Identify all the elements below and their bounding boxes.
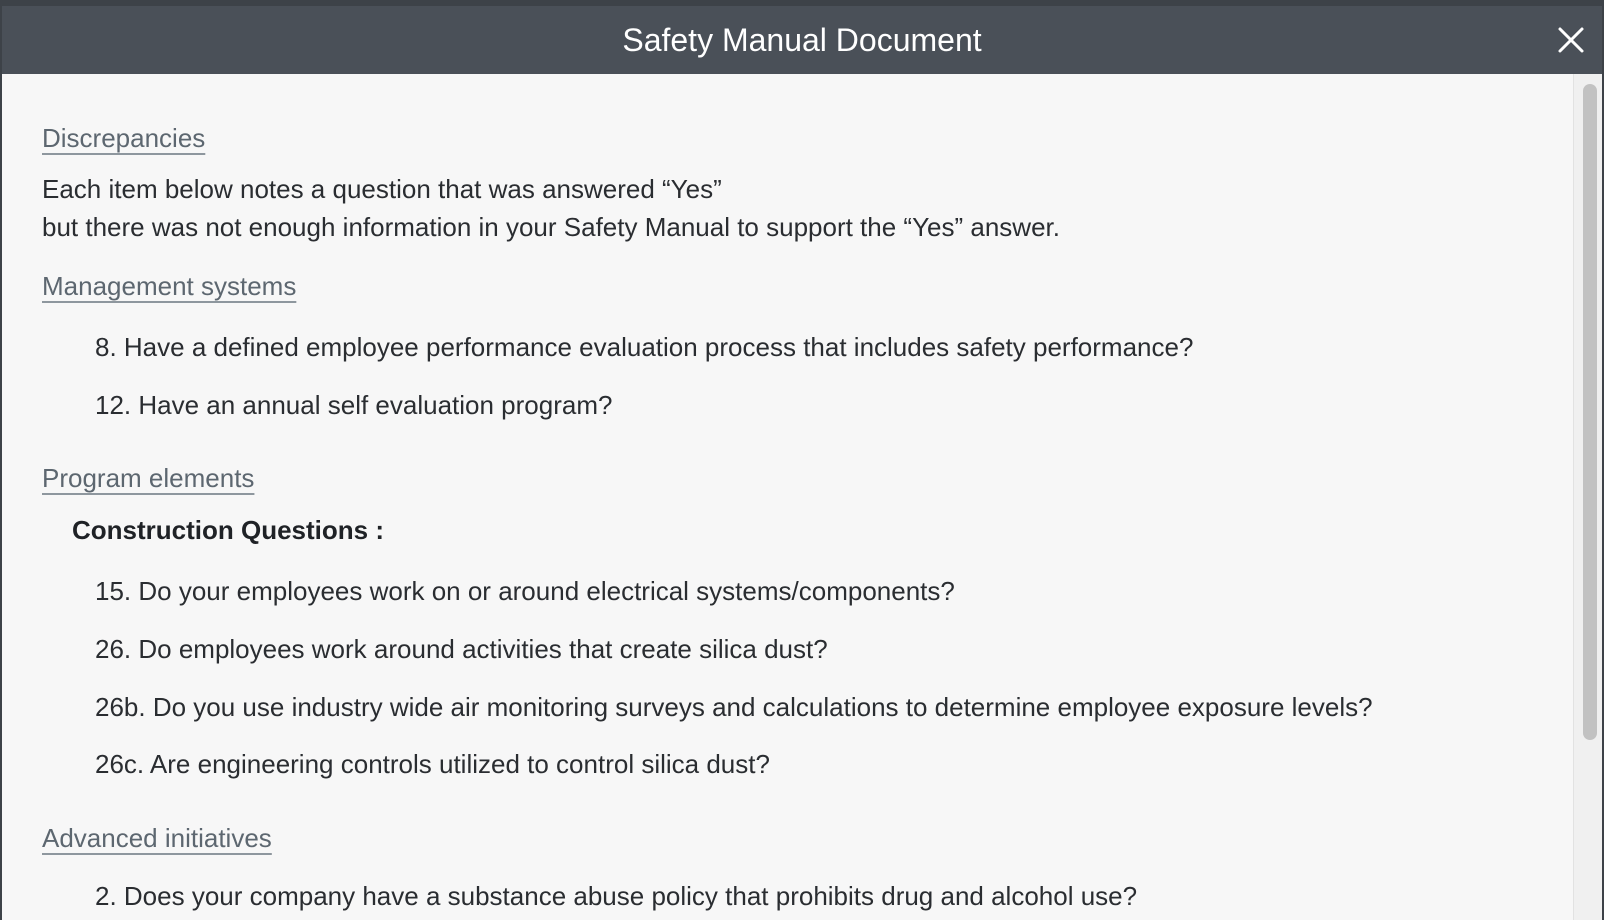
question-item: 26b. Do you use industry wide air monitoring surveys and calculations to determine employee exposure levels? — [95, 692, 1373, 722]
scrollbar-thumb[interactable] — [1583, 84, 1597, 740]
advanced-initiatives-heading: Advanced initiatives — [42, 823, 272, 853]
safety-manual-modal — [2, 6, 1602, 920]
close-button[interactable] — [1554, 23, 1588, 57]
discrepancies-intro-line-1: Each item below notes a question that was answered “Yes” — [42, 174, 722, 204]
construction-questions-subheading: Construction Questions : — [72, 515, 384, 545]
discrepancies-intro-line-2: but there was not enough information in your Safety Manual to support the “Yes” answer. — [42, 212, 1060, 242]
question-item: 15. Do your employees work on or around electrical systems/components? — [95, 576, 955, 606]
question-item: 26c. Are engineering controls utilized to control silica dust? — [95, 749, 770, 779]
close-icon[interactable] — [1554, 23, 1588, 57]
management-systems-heading: Management systems — [42, 271, 297, 301]
scrollbar[interactable] — [1573, 74, 1602, 920]
modal-title: Safety Manual Document — [622, 22, 982, 58]
discrepancies-heading: Discrepancies — [42, 123, 206, 153]
program-elements-heading: Program elements — [42, 463, 255, 493]
question-item: 8. Have a defined employee performance evaluation process that includes safety performance? — [95, 332, 1194, 362]
question-item: 26. Do employees work around activities that create silica dust? — [95, 634, 828, 664]
modal-header — [2, 6, 1602, 74]
question-item: 2. Does your company have a substance abuse policy that prohibits drug and alcohol use? — [95, 881, 1138, 911]
modal-body[interactable] — [2, 74, 1574, 920]
question-item: 12. Have an annual self evaluation program? — [95, 390, 613, 420]
